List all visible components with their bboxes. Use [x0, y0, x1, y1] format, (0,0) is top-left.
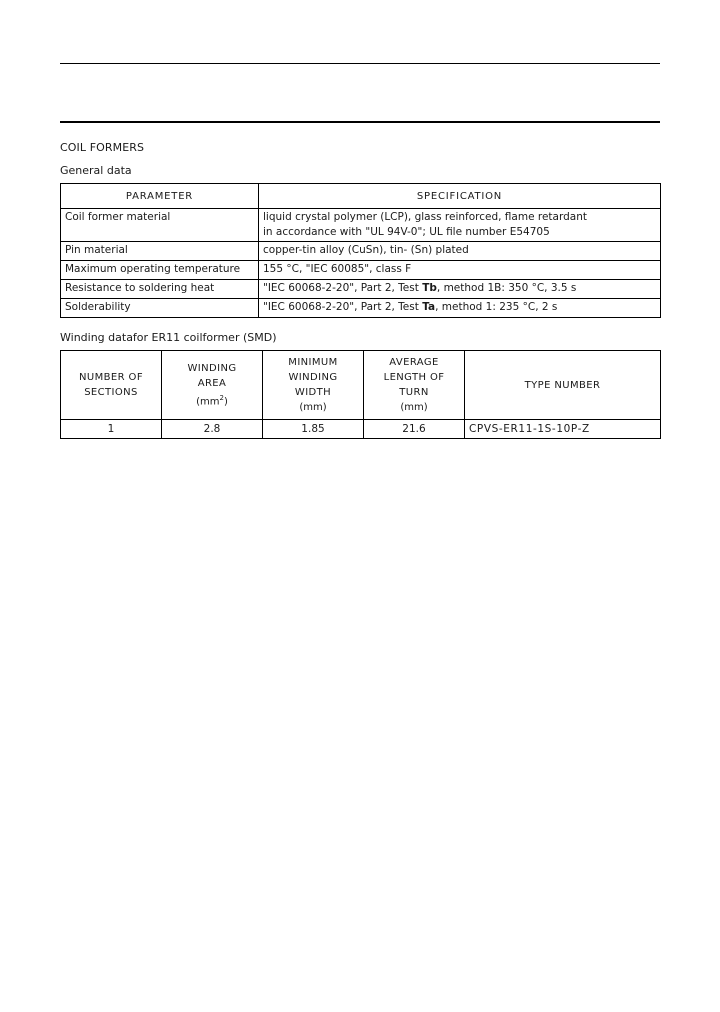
table-row	[61, 209, 661, 242]
header-rule	[60, 121, 660, 123]
header-line: AREA	[197, 377, 227, 389]
avg-length-cell: 21.6	[364, 420, 465, 439]
test-code: Ta	[422, 301, 436, 313]
specification-cell	[259, 209, 661, 242]
winding-data-title: Winding datafor ER11 coilformer (SMD)	[60, 331, 277, 344]
header-line: MINIMUM	[288, 357, 338, 368]
general-data-title: General data	[60, 164, 132, 177]
sections-cell: 1	[61, 420, 162, 439]
specification-cell	[259, 280, 661, 299]
table-row	[61, 299, 661, 318]
section-title: COIL FORMERS	[60, 141, 145, 154]
spec-text: "IEC 60068-2-20", Part 2, Test	[263, 282, 423, 294]
winding-area-header	[162, 351, 263, 420]
table-header-row	[61, 351, 661, 420]
test-code: Tb	[422, 282, 437, 294]
header-line: LENGTH OF	[383, 372, 445, 383]
general-data-table	[60, 183, 661, 318]
min-width-cell: 1.85	[263, 420, 364, 439]
header-unit: (mm)	[400, 402, 428, 413]
parameter-header: PARAMETER	[61, 184, 259, 209]
type-number-header: TYPE NUMBER	[465, 351, 661, 420]
spec-line: liquid crystal polymer (LCP), glass reinforced, flame retardant	[263, 211, 587, 223]
header-unit: (mm)	[299, 402, 327, 413]
winding-area-cell: 2.8	[162, 420, 263, 439]
type-number-cell: CPVS-ER11-1S-10P-Z	[465, 420, 661, 439]
parameter-cell: Resistance to soldering heat	[61, 280, 259, 299]
table-row	[61, 280, 661, 299]
parameter-cell: Pin material	[61, 242, 259, 261]
avg-length-header	[364, 351, 465, 420]
header-line: WINDING	[288, 372, 338, 383]
min-width-header	[263, 351, 364, 420]
header-line: WINDING	[187, 362, 237, 374]
specification-header: SPECIFICATION	[259, 184, 661, 209]
unit-text: (mm	[196, 396, 220, 408]
header-line: SECTIONS	[84, 387, 138, 398]
header-unit	[163, 391, 261, 409]
spec-line: in accordance with "UL 94V-0"; UL file number E54705	[263, 226, 550, 238]
table-row	[61, 261, 661, 280]
specification-cell: copper-tin alloy (CuSn), tin- (Sn) plated	[259, 242, 661, 261]
unit-superscript: 2	[219, 393, 224, 402]
parameter-cell: Coil former material	[61, 209, 259, 242]
parameter-cell: Solderability	[61, 299, 259, 318]
top-rule	[60, 63, 660, 64]
unit-text: )	[223, 396, 228, 408]
parameter-cell: Maximum operating temperature	[61, 261, 259, 280]
spec-text: , method 1: 235 °C, 2 s	[435, 301, 558, 313]
specification-cell	[259, 299, 661, 318]
specification-cell: 155 °C, "IEC 60085", class F	[259, 261, 661, 280]
spec-text: , method 1B: 350 °C, 3.5 s	[436, 282, 577, 294]
winding-data-table	[60, 350, 661, 439]
header-line: AVERAGE	[389, 357, 439, 368]
header-line: NUMBER OF	[79, 372, 143, 383]
header-line: TURN	[399, 387, 429, 398]
spec-text: "IEC 60068-2-20", Part 2, Test	[263, 301, 423, 313]
header-line: WIDTH	[294, 387, 332, 398]
table-row	[61, 242, 661, 261]
table-row	[61, 420, 661, 439]
sections-header	[61, 351, 162, 420]
table-header-row	[61, 184, 661, 209]
